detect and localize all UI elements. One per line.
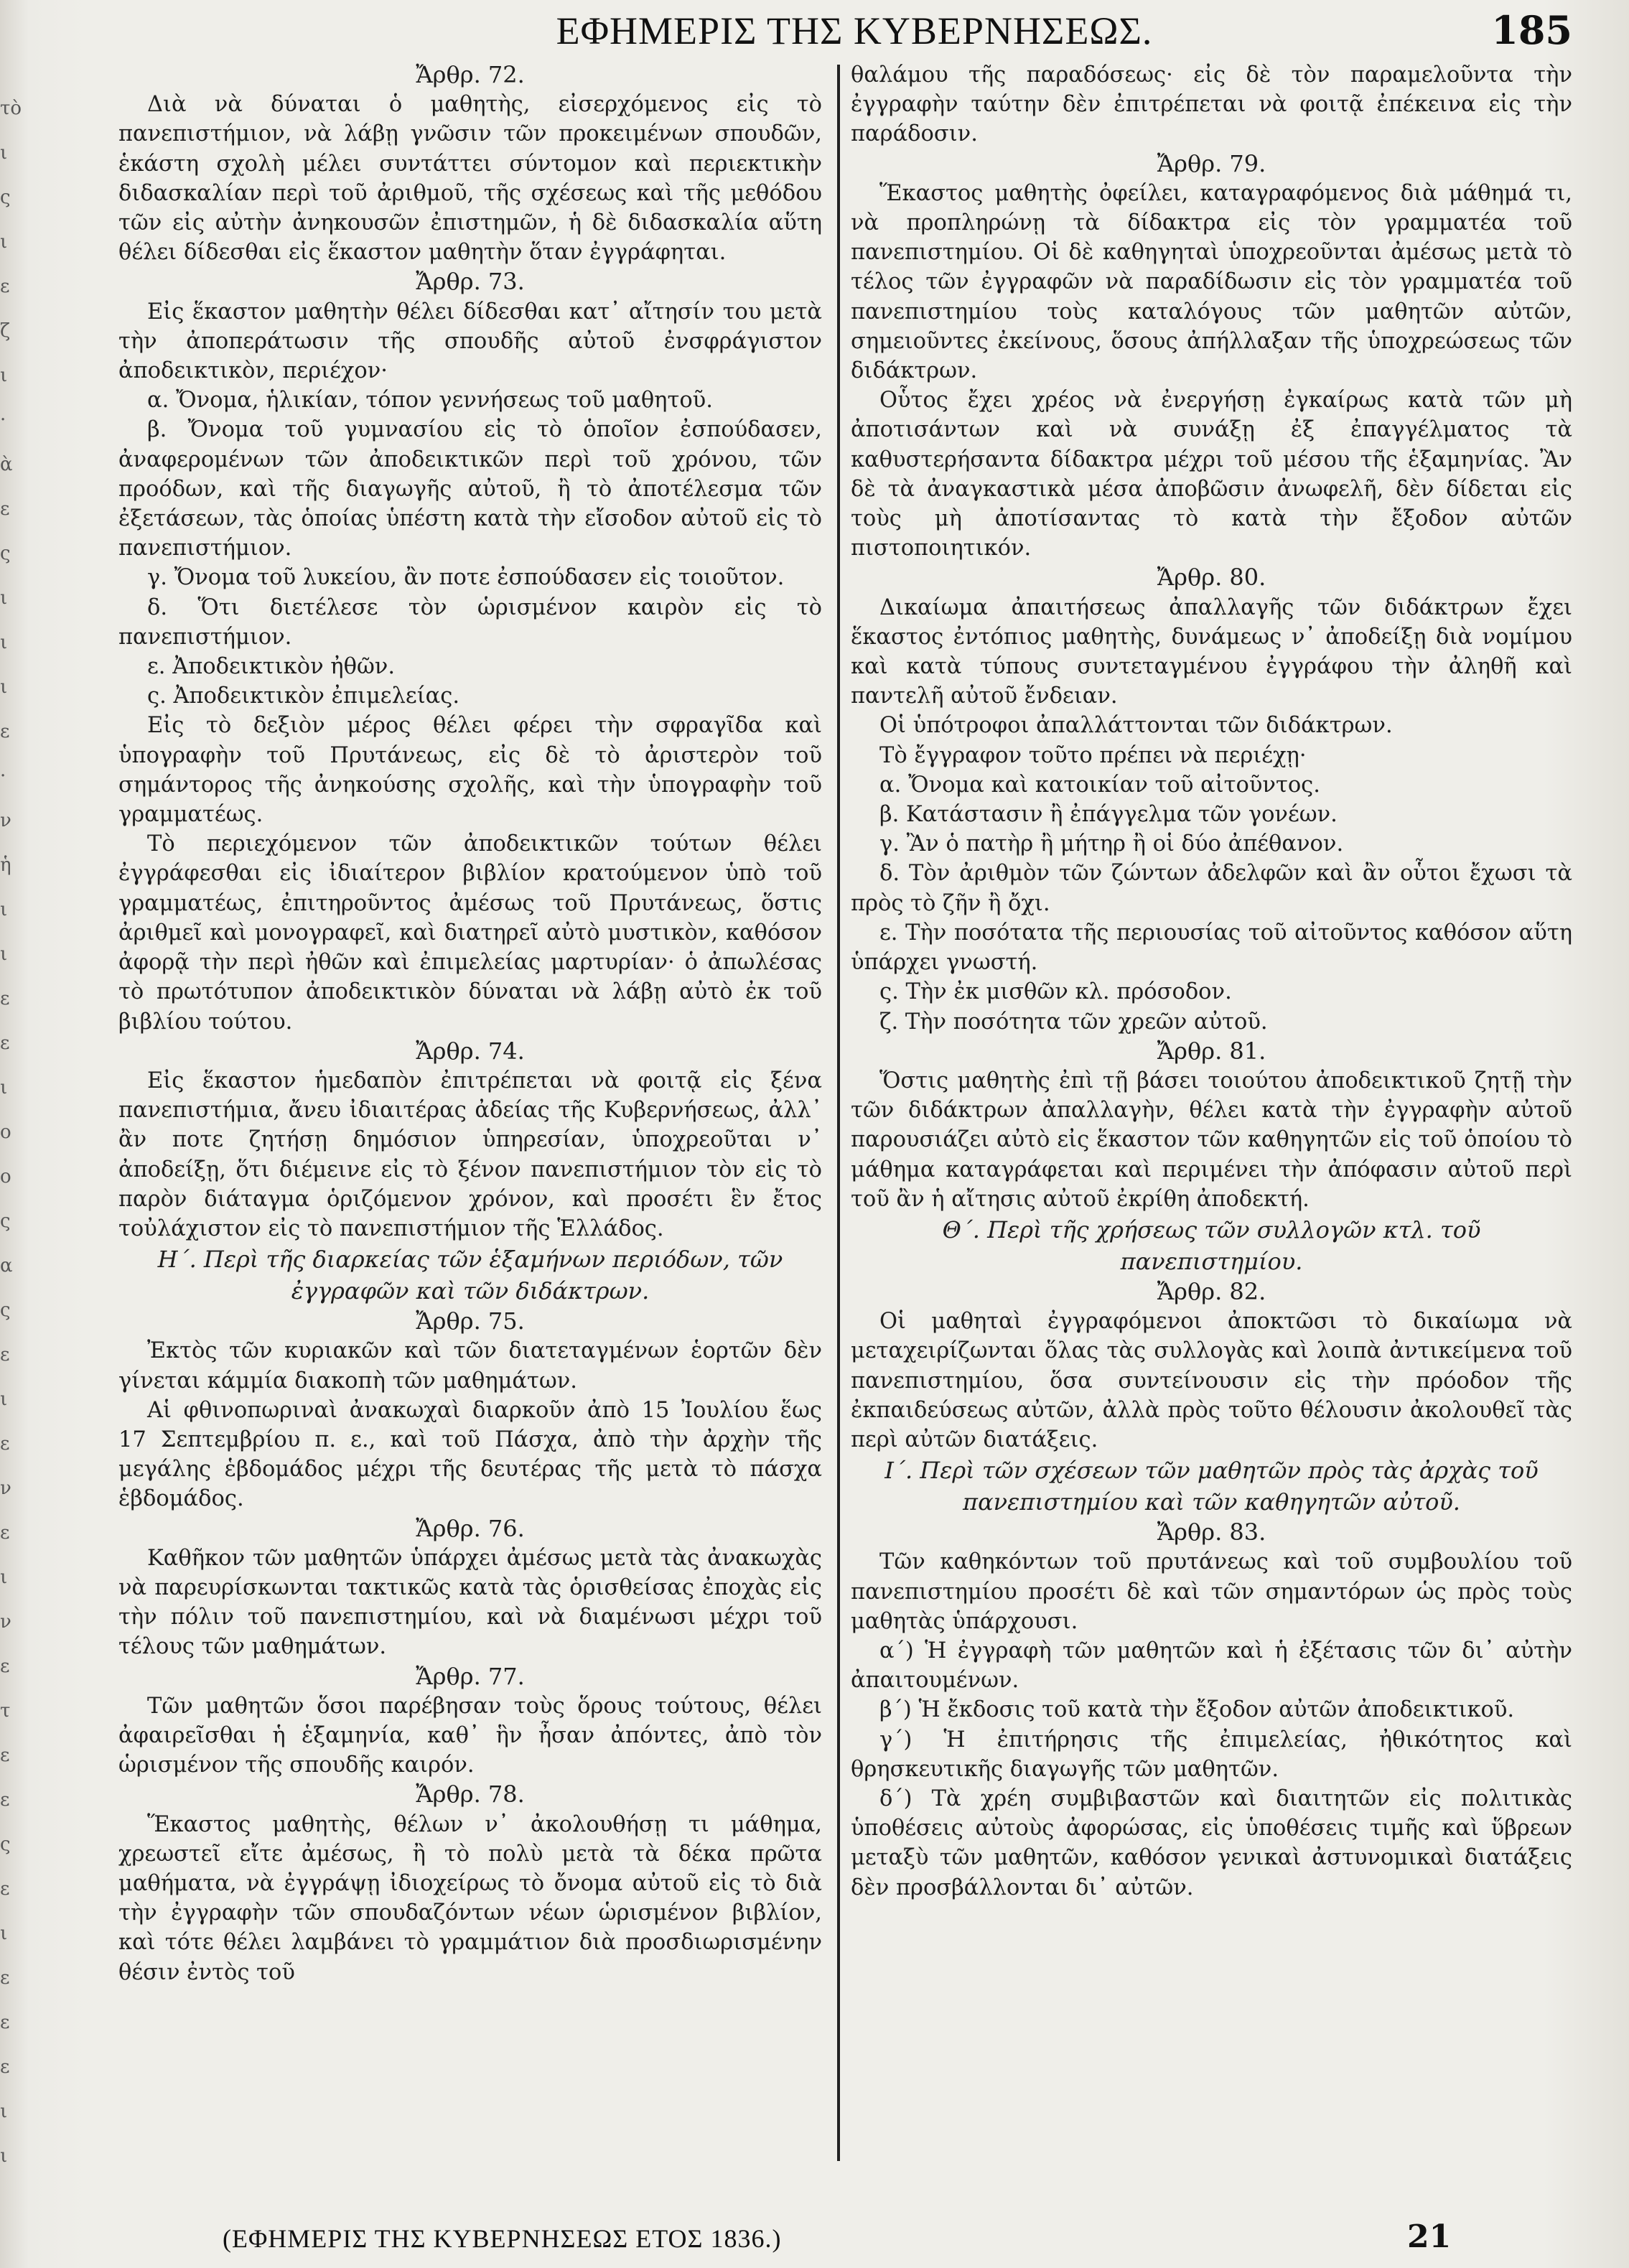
bleed-glyph: ι — [0, 231, 8, 253]
paragraph: Καθῆκον τῶν μαθητῶν ὑπάρχει ἀμέσως μετὰ τὰς ἀνακωχὰς νὰ παρευρίσκωνται τακτικῶς κατὰ τὰς ὁρισθείσας ἐποχὰς εἰς τὴν πόλιν τοῦ πανεπιστημίου, καὶ νὰ διαμένωσι μέχρι τοῦ τέλους τῶν μαθημάτων. — [118, 1545, 822, 1660]
bleed-glyph: τ — [0, 1700, 11, 1722]
bleed-glyph: ε — [0, 1433, 10, 1455]
left-column — [118, 60, 822, 1987]
bleed-glyph: ι — [0, 1077, 8, 1098]
bleed-glyph: ι — [0, 2101, 8, 2122]
section-heading: Ι΄. Περὶ τῶν σχέσεων τῶν μαθητῶν πρὸς τὰς ἀρχὰς τοῦ πανεπιστημίου καὶ τῶν καθηγητῶν αὐτοῦ. — [884, 1457, 1539, 1516]
bleed-glyph: ι — [0, 587, 8, 609]
bleed-glyph: ε — [0, 498, 10, 520]
article-heading: Ἄρθρ. 80. — [1157, 564, 1266, 592]
paragraph: Οἱ μαθηταὶ ἐγγραφόμενοι ἀποκτῶσι τὸ δικαίωμα νὰ μεταχειρίζωνται ὅλας τὰς συλλογὰς καὶ λοιπὰ ἀντικείμενα τοῦ πανεπιστημίου, ὅσα συντείνουσιν εἰς τὴν πρόοδον τῆς ἐκπαιδεύσεως αὐτῶν, ἀλλὰ πρὸς τοῦτο θέλουσιν ἀκολουθεῖ τὰς περὶ αὐτῶν διατάξεις. — [851, 1309, 1572, 1452]
article-heading: Ἄρθρ. 81. — [1157, 1037, 1266, 1065]
column-divider — [837, 65, 840, 2161]
bleed-glyph: ο — [0, 1166, 11, 1187]
paragraph: Οὗτος ἔχει χρέος νὰ ἐνεργήσῃ ἐγκαίρως κατὰ τῶν μὴ ἀποτισάντων καὶ νὰ συνάξῃ ἐξ ἐπαγγέλματος τὰ καθυστερήσαντα δίδακτρα μέχρι τοῦ μέσου τῆς ἑξαμηνίας. Ἂν δὲ τὰ ἀναγκαστικὰ μέσα ἀποβῶσιν ἀνωφελῆ, δὲν δίδεται εἰς τοὺς μὴ ἀποτίσαντας τὸ κατὰ τὴν ἔξοδον αὐτῶν πιστοποιητικόν. — [851, 388, 1572, 561]
list-item: β. Κατάστασιν ἢ ἐπάγγελμα τῶν γονέων. — [879, 802, 1338, 828]
bleed-glyph: ἡ — [0, 854, 11, 876]
bleed-glyph: ι — [0, 1923, 8, 1944]
bleed-glyph: ι — [0, 365, 8, 386]
bleed-glyph: ς — [0, 543, 11, 564]
list-item: ε. Τὴν ποσότατα τῆς περιουσίας τοῦ αἰτοῦντος καθόσον αὕτη ὑπάρχει γνωστή. — [851, 920, 1572, 976]
bleed-glyph: ν — [0, 1611, 11, 1633]
bleed-glyph: · — [0, 409, 6, 431]
bleed-glyph: ι — [0, 1567, 8, 1588]
bleed-glyph: ν — [0, 810, 11, 831]
bleed-glyph: ε — [0, 1745, 10, 1766]
bleed-glyph: τὸ — [0, 98, 22, 119]
bleed-glyph: α — [0, 1255, 13, 1277]
page-number: 185 — [1491, 7, 1572, 53]
bleed-glyph: ε — [0, 1967, 10, 1989]
paragraph: Ἕκαστος μαθητὴς ὀφείλει, καταγραφόμενος διὰ μάθημά τι, νὰ προπληρώνῃ τὰ δίδακτρα εἰς τὸν γραμματέα τοῦ πανεπιστημίου. Οἱ δὲ καθηγηταὶ ὑποχρεοῦνται ἀμέσως μετὰ τὸ τέλος τῶν ἐγγραφῶν νὰ παραδίδωσιν εἰς τὸν γραμματέα τοῦ πανεπιστημίου τοὺς καταλόγους τῶν μαθητῶν αὐτῶν, σημειοῦντες ἐκείνους, ὅσους ἀπήλλαξαν τῆς ὑποχρεώσεως τῶν διδάκτρων. — [851, 180, 1572, 384]
list-item: α΄) Ἡ ἐγγραφὴ τῶν μαθητῶν καὶ ἡ ἐξέτασις τῶν δι᾽ αὐτὴν ἀπαιτουμένων. — [851, 1638, 1572, 1694]
bleed-glyph: ο — [0, 1121, 11, 1143]
list-item: β΄) Ἡ ἔκδοσις τοῦ κατὰ τὴν ἔξοδον αὐτῶν ἀποδεικτικοῦ. — [879, 1697, 1515, 1723]
paragraph: Τὸ περιεχόμενον τῶν ἀποδεικτικῶν τούτων θέλει ἐγγράφεσθαι εἰς ἰδιαίτερον βιβλίον κρατούμενον ὑπὸ τοῦ γραμματέως, ἐπιτηροῦντος ἀμέσως τοῦ Πρυτάνεως, ὅστις ἀριθμεῖ καὶ μονογραφεῖ, καὶ διατηρεῖ αὐτὸ μυστικὸν, καθόσον ἀφορᾷ τὴν περὶ ἠθῶν καὶ ἐπιμελείας μαρτυρίαν· ὁ ἀπωλέσας τὸ πρωτότυπον ἀποδεικτικὸν δύναται νὰ λάβῃ αὐτὸ ἐκ τοῦ βιβλίου τούτου. — [118, 831, 822, 1035]
bleed-glyph: ε — [0, 276, 10, 297]
paragraph: Ὅστις μαθητὴς ἐπὶ τῇ βάσει τοιούτου ἀποδεικτικοῦ ζητῇ τὴν τῶν διδάκτρων ἀπαλλαγὴν, θέλει κατὰ τὴν ἐγγραφὴν αὐτοῦ παρουσιάζει αὐτὸ εἰς ἕκαστον τῶν καθηγητῶν εἰς τοῦ ὁποίου τὸ μάθημα καταγράφεται καὶ περιμένει τὴν ἀπόφασιν αὐτοῦ περὶ τοῦ ἂν ἡ αἴτησις αὐτοῦ ἐκρίθη ἀποδεκτή. — [851, 1068, 1572, 1212]
paragraph: Οἱ ὑπότροφοι ἀπαλλάττονται τῶν διδάκτρων. — [879, 713, 1393, 739]
right-column — [851, 60, 1572, 1903]
list-item: α. Ὄνομα καὶ κατοικίαν τοῦ αἰτοῦντος. — [879, 772, 1320, 798]
bleed-glyph: ε — [0, 1522, 10, 1544]
bleed-through-margin — [0, 86, 24, 2204]
list-item: γ. Ἂν ὁ πατὴρ ἢ μήτηρ ἢ οἱ δύο ἀπέθανον. — [879, 831, 1344, 857]
list-item: δ. Τὸν ἀριθμὸν τῶν ζώντων ἀδελφῶν καὶ ἂν οὗτοι ἔχωσι τὰ πρὸς τὸ ζῆν ἢ ὄχι. — [851, 861, 1572, 916]
page-header-title: ΕΦΗΜΕΡΙΣ ΤΗΣ ΚΥΒΕΡΝΗΣΕΩΣ. — [556, 9, 1153, 52]
bleed-glyph: ε — [0, 1789, 10, 1811]
paragraph: Τῶν καθηκόντων τοῦ πρυτάνεως καὶ τοῦ συμβουλίου τοῦ πανεπιστημίου προσέτι δὲ καὶ τῶν σημαντόρων ὡς πρὸς τοὺς μαθητὰς ὑπάρχουσι. — [851, 1549, 1572, 1634]
paragraph: Εἰς τὸ δεξιὸν μέρος θέλει φέρει τὴν σφραγῖδα καὶ ὑπογραφὴν τοῦ Πρυτάνεως, εἰς δὲ τὸ ἀριστερὸν τοῦ σημάντορος τῆς ἀνηκούσης σχολῆς, καὶ τὴν ὑπογραφὴν τοῦ γραμματέως. — [118, 713, 822, 828]
bleed-glyph: ε — [0, 721, 10, 742]
paragraph: Αἱ φθινοπωριναὶ ἀνακωχαὶ διαρκοῦν ἀπὸ 15 Ἰουλίου ἕως 17 Σεπτεμβρίου π. ε., καὶ τοῦ Πάσχα, ἀπὸ τὴν ἀρχὴν τῆς μεγάλης ἑβδομάδος μέχρι τῆς δευτέρας τῆς μετὰ τὸ πάσχα ἑβδομάδος. — [118, 1397, 822, 1512]
paragraph: θαλάμου τῆς παραδόσεως· εἰς δὲ τὸν παραμελοῦντα τὴν ἐγγραφὴν ταύτην δὲν ἐπιτρέπεται νὰ φοιτᾷ ἐπέκεινα εἰς τὴν παράδοσιν. — [851, 62, 1572, 147]
paragraph: Ἐκτὸς τῶν κυριακῶν καὶ τῶν διατεταγμένων ἑορτῶν δὲν γίνεται κάμμία διακοπὴ τῶν μαθημάτων. — [118, 1338, 822, 1394]
bleed-glyph: ν — [0, 1478, 11, 1499]
bleed-glyph: ι — [0, 2145, 8, 2167]
article-heading: Ἄρθρ. 79. — [1157, 149, 1266, 177]
paragraph: Ἕκαστος μαθητὴς, θέλων ν᾽ ἀκολουθήσῃ τι μάθημα, χρεωστεῖ εἴτε ἀμέσως, ἢ τὸ πολὺ μετὰ τὰ δέκα πρῶτα μαθήματα, νὰ ἐγγράψῃ ἰδιοχείρως τὸ ὄνομα αὐτοῦ εἰς τὸ διὰ τὴν ἐγγραφὴν τῶν σπουδαζόντων νέων ὡρισμένον βιβλίον, καὶ τότε θέλει λαμβάνει τὸ γραμμάτιον διὰ προσδιωρισμένην θέσιν ἐντὸς τοῦ — [118, 1811, 822, 1985]
article-heading: Ἄρθρ. 73. — [416, 268, 525, 296]
bleed-glyph: ε — [0, 1878, 10, 1900]
bleed-glyph: ι — [0, 899, 8, 920]
bleed-glyph: ι — [0, 142, 8, 164]
bleed-glyph: ε — [0, 988, 10, 1009]
bleed-glyph: ς — [0, 1299, 11, 1321]
footer-source: (ΕΦΗΜΕΡΙΣ ΤΗΣ ΚΥΒΕΡΝΗΣΕΩΣ ΕΤΟΣ 1836.) — [223, 2224, 782, 2253]
bleed-glyph: ς — [0, 187, 11, 208]
bleed-glyph: ς — [0, 1210, 11, 1232]
bleed-glyph: ι — [0, 676, 8, 698]
bleed-glyph: ε — [0, 2012, 10, 2033]
list-item: α. Ὄνομα, ἡλικίαν, τόπον γεννήσεως τοῦ μαθητοῦ. — [147, 388, 713, 414]
article-heading: Ἄρθρ. 72. — [416, 61, 525, 88]
article-heading: Ἄρθρ. 82. — [1157, 1277, 1266, 1305]
bleed-glyph: ι — [0, 943, 8, 965]
article-heading: Ἄρθρ. 76. — [416, 1514, 525, 1542]
bleed-glyph: ε — [0, 1032, 10, 1054]
list-item: β. Ὄνομα τοῦ γυμνασίου εἰς τὸ ὁποῖον ἐσπούδασεν, ἀναφερομένων τῶν ἀποδεικτικῶν περὶ τοῦ χρόνου, τῶν προόδων, καὶ τῆς διαγωγῆς αὐτοῦ, ἢ τὸ ἀποτέλεσμα τῶν ἐξετάσεων, τὰς ὁποίας ὑπέστη κατὰ τὴν εἴσοδον αὐτοῦ εἰς τὸ πανεπιστήμιον. — [118, 417, 822, 561]
paragraph: Διὰ νὰ δύναται ὁ μαθητὴς, εἰσερχόμενος εἰς τὸ πανεπιστήμιον, νὰ λάβῃ γνῶσιν τῶν προκειμένων σπουδῶν, ἑκάστη σχολὴ μέλει συντάττει σύντομον καὶ περιεκτικὴν διδασκαλίαν περὶ τοῦ ἀριθμοῦ, τῆς σχέσεως καὶ τῆς μεθόδου τῶν εἰς αὐτὴν ἀνηκουσῶν ἐπιστημῶν, ἡ δὲ διδασκαλία αὕτη θέλει δίδεσθαι εἰς ἕκαστον μαθητὴν ὅταν ἐγγράφηται. — [118, 92, 822, 266]
list-item: ς. Ἀποδεικτικὸν ἐπιμελείας. — [147, 683, 460, 709]
bleed-glyph: ε — [0, 1344, 10, 1366]
list-item: ζ. Τὴν ποσότητα τῶν χρεῶν αὐτοῦ. — [879, 1009, 1268, 1035]
article-heading: Ἄρθρ. 74. — [416, 1037, 525, 1065]
article-heading: Ἄρθρ. 78. — [416, 1781, 525, 1809]
section-heading: Θ΄. Περὶ τῆς χρήσεως τῶν συλλογῶν κτλ. τοῦ πανεπιστημίου. — [942, 1215, 1481, 1275]
bleed-glyph: ε — [0, 2056, 10, 2078]
section-heading: Η΄. Περὶ τῆς διαρκείας τῶν ἑξαμήνων περιόδων, τῶν ἐγγραφῶν καὶ τῶν διδάκτρων. — [157, 1246, 783, 1305]
paragraph: Δικαίωμα ἀπαιτήσεως ἀπαλλαγῆς τῶν διδάκτρων ἔχει ἕκαστος ἐντόπιος μαθητὴς, δυνάμεως ν᾽ ἀποδείξῃ διὰ νομίμου καὶ κατὰ τύπους συντεταγμένου ἐγγράφου τὴν ἀληθῆ καὶ παντελῆ αὐτοῦ ἔνδειαν. — [851, 594, 1572, 709]
bleed-glyph: ς — [0, 1834, 11, 1855]
bleed-glyph: · — [0, 765, 6, 787]
paragraph: Τὸ ἔγγραφον τοῦτο πρέπει νὰ περιέχῃ· — [879, 742, 1307, 768]
article-heading: Ἄρθρ. 83. — [1157, 1518, 1266, 1546]
list-item: ς. Τὴν ἐκ μισθῶν κλ. πρόσοδον. — [879, 979, 1232, 1005]
list-item: γ΄) Ἡ ἐπιτήρησις τῆς ἐπιμελείας, ἠθικότητος καὶ θρησκευτικῆς διαγωγῆς τῶν μαθητῶν. — [851, 1727, 1572, 1782]
bleed-glyph: ε — [0, 1656, 10, 1677]
paragraph: Τῶν μαθητῶν ὅσοι παρέβησαν τοὺς ὅρους τούτους, θέλει ἀφαιρεῖσθαι ἡ ἑξαμηνία, καθ᾽ ἣν ἦσαν ἀπόντες, ἀπὸ τὸν ὡρισμένον τῆς σπουδῆς καιρόν. — [118, 1693, 822, 1778]
article-heading: Ἄρθρ. 77. — [416, 1662, 525, 1690]
bleed-glyph: ι — [0, 1389, 8, 1410]
paragraph: Εἰς ἕκαστον ἡμεδαπὸν ἐπιτρέπεται νὰ φοιτᾷ εἰς ξένα πανεπιστήμια, ἄνευ ἰδιαιτέρας ἀδείας τῆς Κυβερνήσεως, ἀλλ᾽ ἂν ποτε ζητήσῃ δημόσιον ὑπηρεσίαν, ὑποχρεοῦται ν᾽ ἀποδείξῃ, ὅτι διέμεινε εἰς τὸ ξένον πανεπιστήμιον τὸν εἰς τὸ παρὸν διάταγμα ὁριζόμενον χρόνον, καὶ προσέτι ἓν ἔτος τοὐλάχιστον εἰς τὸ πανεπιστήμιον τῆς Ἑλλάδος. — [118, 1068, 822, 1241]
paragraph: Εἰς ἕκαστον μαθητὴν θέλει δίδεσθαι κατ᾽ αἴτησίν του μετὰ τὴν ἀποπεράτωσιν τῆς σπουδῆς αὐτοῦ ἐνσφράγιστον ἀποδεικτικὸν, περιέχον· — [118, 299, 822, 384]
bleed-glyph: ὰ — [0, 454, 13, 475]
list-item: γ. Ὄνομα τοῦ λυκείου, ἂν ποτε ἐσπούδασεν εἰς τοιοῦτον. — [147, 565, 785, 591]
bleed-glyph: ι — [0, 632, 8, 653]
list-item: ε. Ἀποδεικτικὸν ἠθῶν. — [147, 654, 396, 680]
list-item: δ. Ὅτι διετέλεσε τὸν ὡρισμένον καιρὸν εἰς τὸ πανεπιστήμιον. — [118, 594, 822, 650]
bleed-glyph: ζ — [0, 320, 11, 342]
list-item: δ΄) Τὰ χρέη συμβιβαστῶν καὶ διαιτητῶν εἰς πολιτικὰς ὑποθέσεις αὐτοὺς ἀφορώσας, εἰς ὑποθέσεις τιμῆς καὶ ὕβρεων μεταξὺ τῶν μαθητῶν, καθόσον γενικαὶ ἀστυνομικαὶ διατάξεις δὲν προσβάλλονται δι᾽ αὐτῶν. — [851, 1786, 1572, 1900]
signature-mark: 21 — [1407, 2218, 1452, 2255]
article-heading: Ἄρθρ. 75. — [416, 1307, 525, 1335]
